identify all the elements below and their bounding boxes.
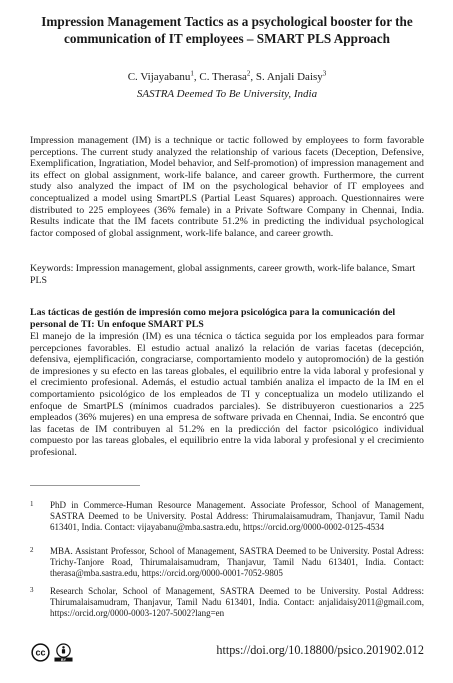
cc-license-badge[interactable] <box>31 643 73 662</box>
creative-commons-icon <box>31 643 50 662</box>
abstract-spanish: El manejo de la impresión (IM) es una técnica o táctica seguida por los empleados para formar percepciones favorables. El estudio actual analizó la relación de varias facetas (decepción, defensiva, ejemplificación, congraciarse, comportamiento modelo y autopromoción) de la gestión de impresiones y su efecto en las tareas globales, el equilibrio entre la vida laboral y profesional y el crecimiento profesional. Además, el estudio actual también analiza el impacto de la IM en el comportamiento psicológico de los empleados de TI y conceptualiza un modelo utilizando el enfoque de SmartPLS (mínimos cuadrados parciales). Se distribuyeron cuestionarios a 225 empleados (36% mujeres) en una empresa de software privada en Chennai, India. Se encontró que las facetas de IM contribuyen al 51.2% en la predicción del factor psicológico individual compuesto por las tareas globales, el equilibrio entre la vida laboral y profesional y el crecimiento profesional. <box>30 331 424 458</box>
author-footnote-marker[interactable]: 1 <box>190 69 194 78</box>
author-affiliation: SASTRA Deemed To Be University, India <box>136 88 318 100</box>
footnote-number: 1 <box>30 500 34 508</box>
paper-title: Impression Management Tactics as a psychological booster for the communication of IT employees – SMART PLS Approach <box>41 14 413 46</box>
cc-icon-text: cc <box>35 647 46 658</box>
footnote <box>30 546 424 579</box>
footnote-number: 3 <box>30 586 34 594</box>
author-name: S. Anjali Daisy <box>255 71 323 83</box>
abstract-english: Impression management (IM) is a technique or tactic followed by employees to form favorable perceptions. The current study analyzed the relationship of various facets (Deception, Defensive, Exemplification, Ingratiation, Model behavior, and Self-promotion) of impression management and its effect on global assignment, work-life balance, and career growth. Furthermore, the current study also analyzed the impact of IM on the psychological behavior of IT employees and conceptualized a model using SmartPLS (Partial Least Squares) approach. Questionnaires were distributed to 225 employees (36% female) in a Private Software Company in Chennai, India. Results indicate that the IM facets contribute 51.2% in predicting the individual psychological factor composed of global assignment, work-life balance, and career growth. <box>30 135 424 239</box>
footnote-text: MBA. Assistant Professor, School of Management, SASTRA Deemed to be University. Postal Adress: Trichy-Tanjore Road, Thirumalaisamudram, Thanjavur, Tamil Nadu 613401, India. Contact: therasa@mba.sastra.edu, https://orcid.org/0000-0001-7052-9805 <box>50 546 424 578</box>
author-list <box>24 71 430 84</box>
spanish-title: Las tácticas de gestión de impresión como mejora psicológica para la comunicación del personal de TI: Un enfoque SMART PLS <box>30 307 396 330</box>
footnote-number: 2 <box>30 546 34 554</box>
footnote <box>30 586 424 619</box>
footnote-divider <box>30 485 140 486</box>
attribution-icon <box>54 643 73 662</box>
footnote <box>30 500 424 533</box>
footnote-text: Research Scholar, School of Management, SASTRA Deemed to be University. Postal Address: Thirumalaisamudram, Thanjavur, Tamil Nadu 613401, India. Contact: anjalidaisy2011@gmail.com, https://orcid.org/0000-0003-1207-5002?lang=en <box>50 586 424 618</box>
doi-link[interactable]: https://doi.org/10.18800/psico.201902.012 <box>216 643 424 657</box>
author-separator: , <box>193 71 200 83</box>
author-name: C. Vijayabanu <box>127 71 191 83</box>
author-footnote-marker[interactable]: 2 <box>246 69 251 78</box>
by-icon-text: BY <box>60 657 67 662</box>
footnote-text: PhD in Commerce-Human Resource Management. Associate Professor, School of Management, SASTRA Deemed to be University. Postal Address: Thirumalaisamudram, Thanjavur, Tamil Nadu 613401, India. Contact: vijayabanu@mba.sastra.edu, https://orcid.org/0000-0002-0125-4534 <box>50 500 424 532</box>
author-name: C. Therasa <box>199 71 247 83</box>
author-footnote-marker[interactable]: 3 <box>322 69 327 78</box>
keywords: Keywords: Impression management, global assignments, career growth, work-life balance, Smart PLS <box>30 263 416 286</box>
author-separator: , <box>250 71 256 83</box>
